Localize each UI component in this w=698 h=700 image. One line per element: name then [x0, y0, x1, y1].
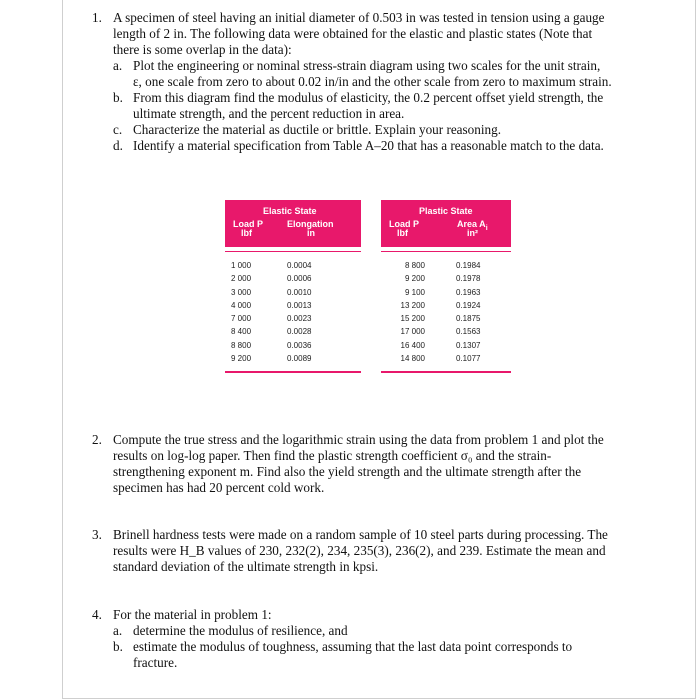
area-column [456, 259, 480, 365]
table-cell: 15 200 [400, 314, 425, 324]
problem-text: Brinell hardness tests were made on a random sample of 10 steel parts during processing. The results were H_B values of 230, 232(2), 234, 235(3), 236(2), and 239. Estimate the mean and standard deviation of the ultimate strength in kpsi. [113, 527, 608, 574]
part-text: Plot the engineering or nominal stress-strain diagram using two scales for the unit strain, ε, one scale from zero to about 0.02 in/in and the other scale from zero to maximum strain. [133, 58, 612, 89]
problem-number: 4. [92, 607, 102, 622]
column-header-load: Load P [233, 219, 264, 229]
elongation-column [287, 259, 311, 365]
table-cell: 13 200 [400, 300, 425, 310]
table-cell: 0.1963 [456, 287, 481, 297]
table-cell: 17 000 [400, 327, 425, 337]
table-cell: 4 000 [231, 300, 252, 310]
problem-part [113, 58, 612, 90]
load-column [385, 259, 425, 365]
column-unit-load: lbf [397, 228, 408, 238]
table-cell: 0.1984 [456, 261, 481, 270]
part-text: determine the modulus of resilience, and [133, 623, 348, 638]
table-cell: 8 400 [231, 327, 252, 337]
table-cell: 1 000 [231, 261, 252, 270]
part-text: Characterize the material as ductile or brittle. Explain your reasoning. [133, 122, 502, 137]
table-header [225, 200, 361, 247]
table-title: Elastic State [263, 206, 317, 216]
table-title: Plastic State [419, 206, 473, 216]
column-header-load: Load P [389, 219, 420, 229]
problem-number: 1. [92, 10, 102, 25]
part-label: d. [113, 138, 123, 153]
table-cell: 0.0010 [287, 287, 312, 297]
part-label: a. [113, 58, 123, 73]
problem-number: 2. [92, 432, 102, 447]
table-cell: 3 000 [231, 287, 252, 297]
table-cell: 8 800 [231, 340, 252, 350]
table-rule [381, 251, 511, 252]
table-cell: 0.1978 [456, 274, 481, 284]
column-header-elongation: Elongation [287, 219, 334, 229]
table-cell: 0.0028 [287, 327, 312, 337]
table-cell: 9 200 [231, 354, 252, 364]
column-unit-elongation: in [307, 228, 315, 238]
load-column [231, 259, 251, 365]
problem-text: Compute the true stress and the logarithmic strain using the data from problem 1 and plot the results on log-log paper. Then find the plastic strength coefficient σ₀ and the strain-strengthening exponent m. Find also the yield strength and the ultimate strength after the specimen has had 20 percent cold work. [113, 432, 604, 495]
column-unit-area: in² [467, 228, 478, 238]
problem-1 [92, 10, 612, 154]
table-cell: 0.1563 [456, 327, 481, 337]
area-label: Area A [457, 219, 486, 229]
table-rule [381, 371, 511, 373]
table-cell: 9 200 [404, 274, 425, 284]
problem-3 [92, 527, 612, 575]
table-rule [225, 251, 361, 252]
table-cell: 2 000 [231, 274, 252, 284]
part-text: From this diagram find the modulus of elasticity, the 0.2 percent offset yield strength, the ultimate strength, and the percent reduction in area. [133, 90, 604, 121]
table-cell: 14 800 [400, 354, 425, 364]
table-cell: 0.1875 [456, 314, 481, 324]
part-text: Identify a material specification from Table A–20 that has a reasonable match to the data. [133, 138, 604, 153]
area-subscript: i [485, 224, 488, 232]
part-label: b. [113, 639, 123, 654]
part-label: b. [113, 90, 123, 105]
problem-text: A specimen of steel having an initial diameter of 0.503 in was tested in tension using a gauge length of 2 in. The following data were obtained for the elastic and plastic states (Note that there is some overlap in the data): [113, 10, 605, 57]
table-cell: 7 000 [231, 314, 252, 324]
problem-4 [92, 607, 612, 671]
problem-part [113, 138, 612, 154]
table-cell: 0.1307 [456, 340, 481, 350]
table-cell: 0.0004 [287, 261, 312, 270]
table-cell: 9 100 [404, 287, 425, 297]
table-cell: 0.0036 [287, 340, 312, 350]
table-cell: 0.1924 [456, 300, 481, 310]
table-cell: 0.0006 [287, 274, 312, 284]
problem-number: 3. [92, 527, 102, 542]
table-cell: 8 800 [404, 261, 425, 270]
table-header [381, 200, 511, 247]
problem-part [113, 122, 612, 138]
table-cell: 0.0023 [287, 314, 312, 324]
table-cell: 16 400 [400, 340, 425, 350]
table-rule [225, 371, 361, 373]
problem-text: For the material in problem 1: [113, 607, 272, 622]
table-cell: 0.0013 [287, 300, 312, 310]
part-text: estimate the modulus of toughness, assuming that the last data point corresponds to fracture. [133, 639, 573, 670]
part-label: c. [113, 122, 123, 137]
problem-2 [92, 432, 612, 496]
problem-part [113, 623, 612, 639]
column-unit-load: lbf [241, 228, 252, 238]
table-cell: 0.1077 [456, 354, 481, 364]
problem-part [113, 90, 612, 122]
part-label: a. [113, 623, 123, 638]
table-cell: 0.0089 [287, 354, 312, 364]
problem-part [113, 639, 612, 671]
